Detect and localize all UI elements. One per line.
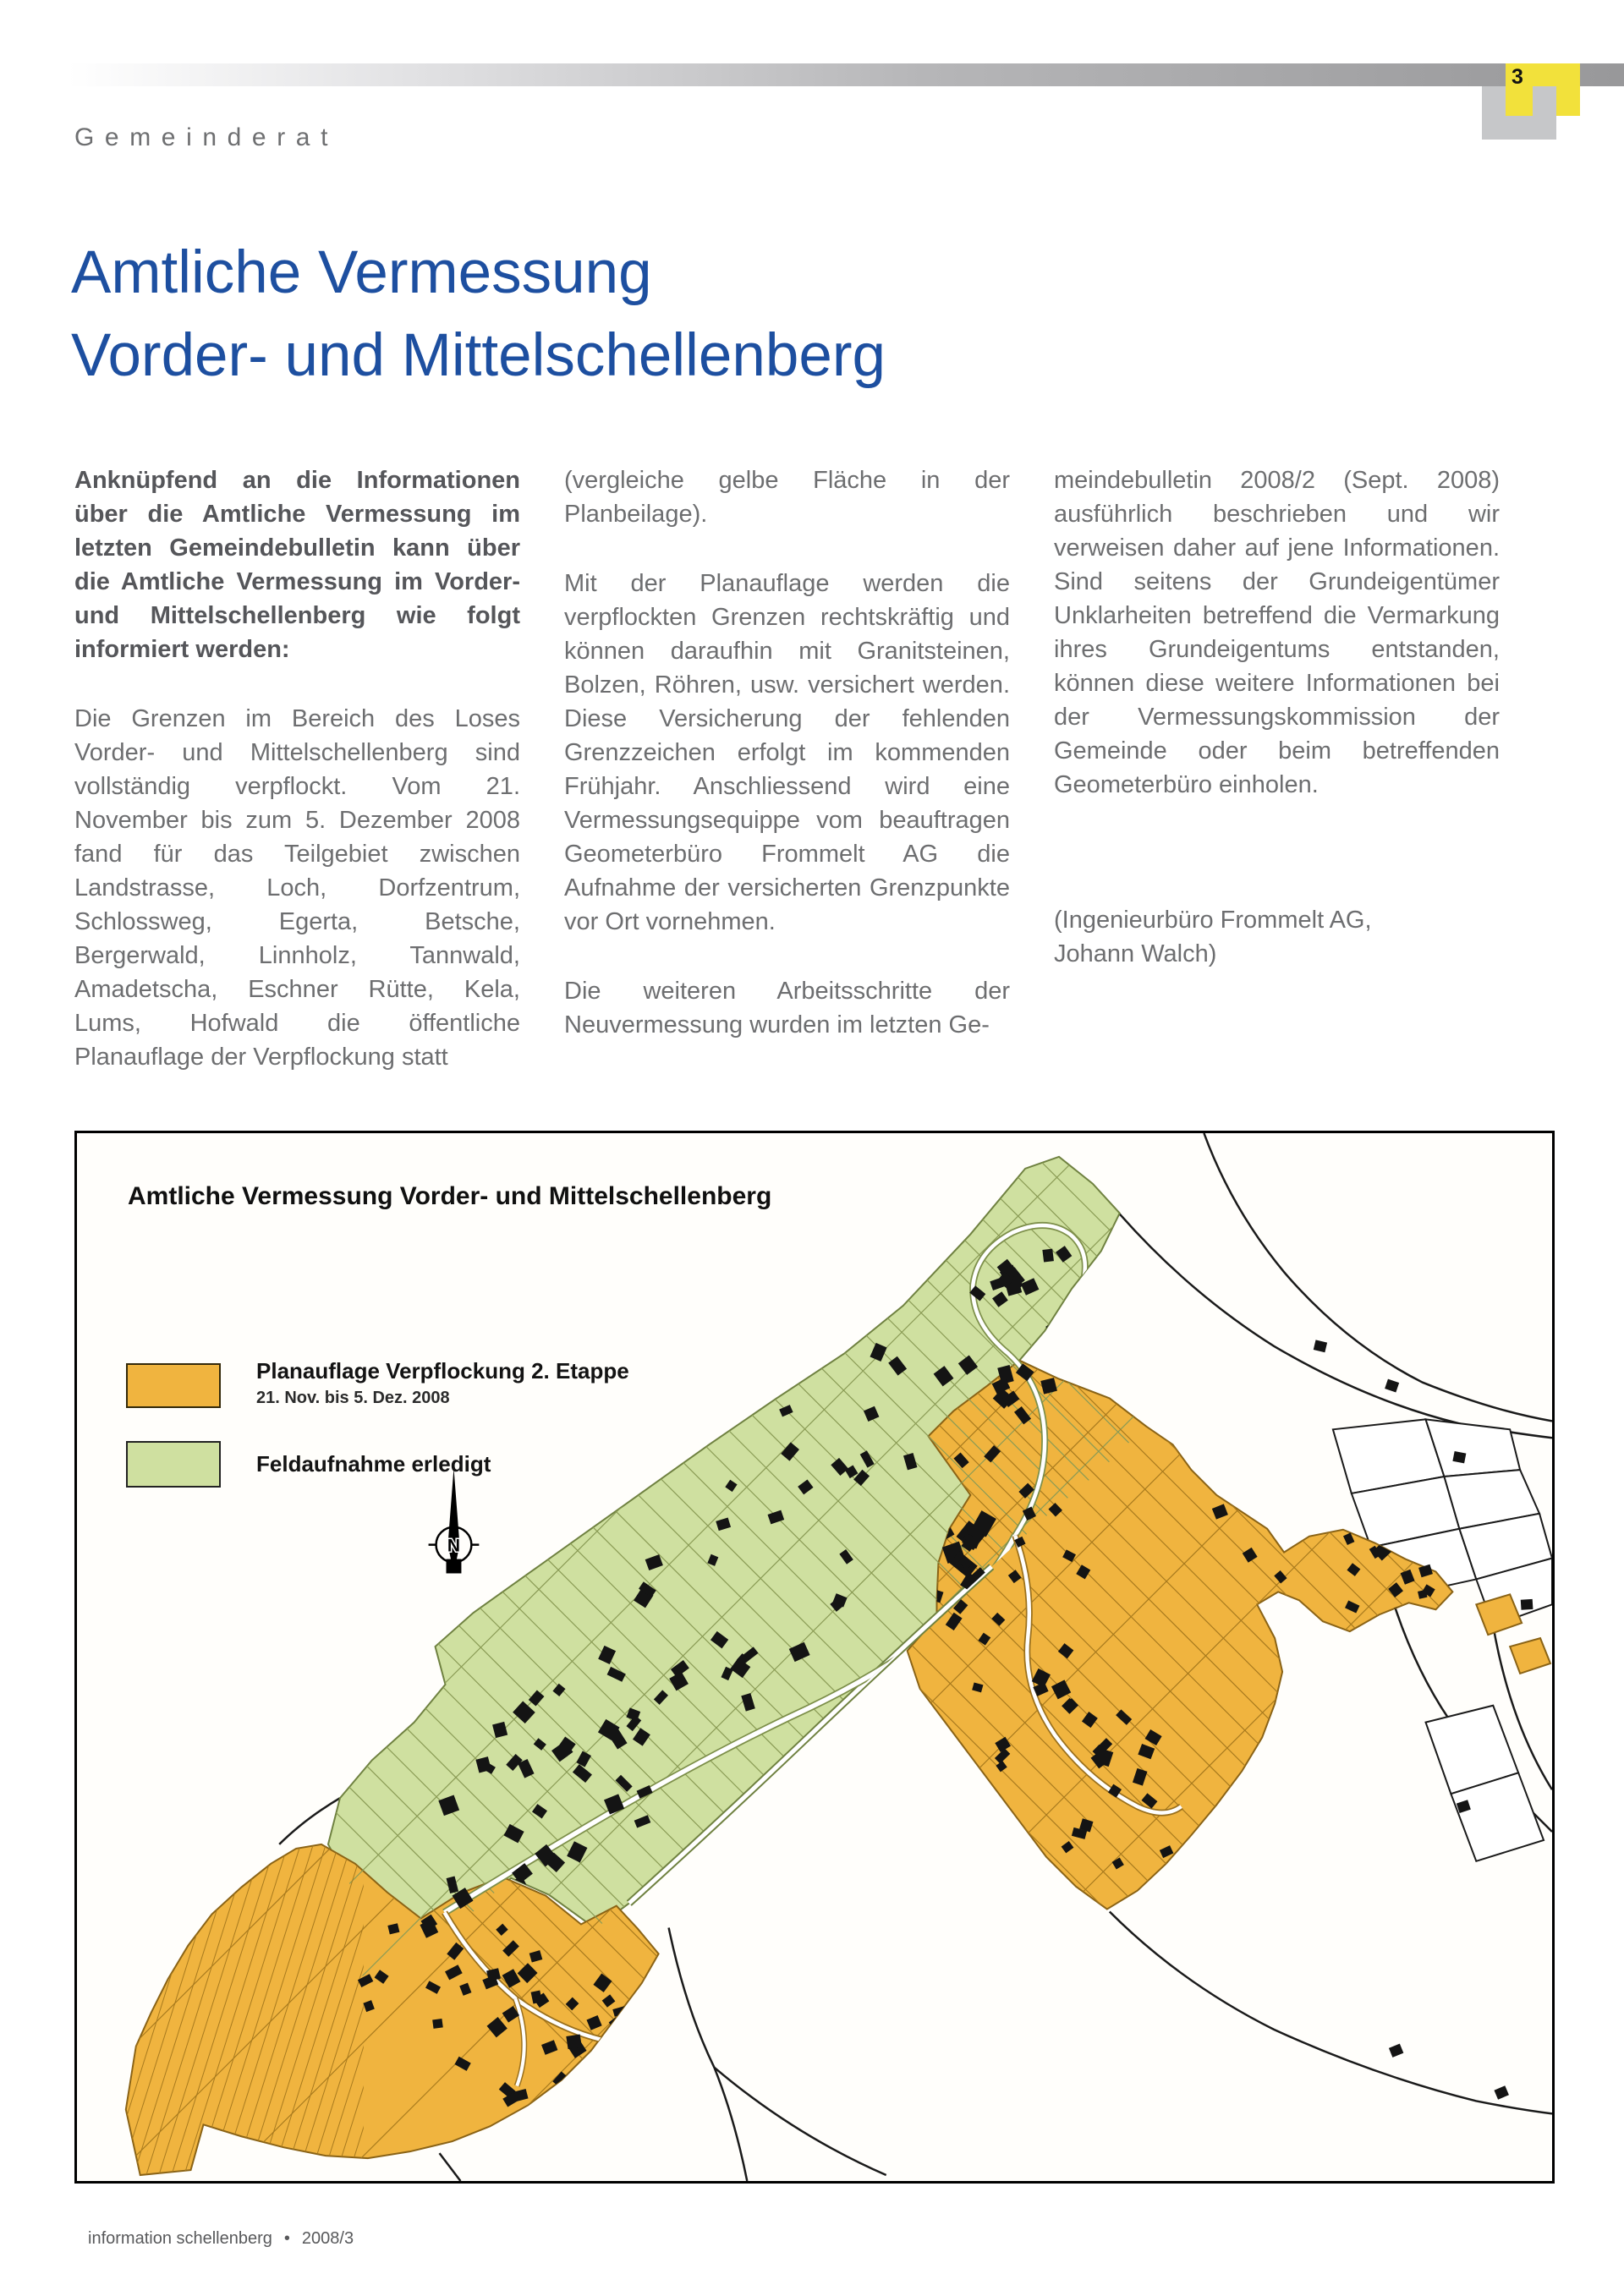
building (1385, 1379, 1399, 1393)
legend-sublabel-dates: 21. Nov. bis 5. Dez. 2008 (256, 1389, 450, 1407)
footer-separator: • (283, 2229, 290, 2248)
paragraph: meindebulletin 2008/2 (Sept. 2008) ausführlich beschrieben und wir verweisen daher auf jene Informationen. Sind seitens der Grundeigentümer Unklarheiten betreffend die Vermarkung ihres Grundeigentums entstanden, können diese weitere Informationen bei der Vermessungskommission der Gemeinde oder beim betreffenden Geometerbüro einholen. (1054, 467, 1500, 798)
building (1309, 1519, 1321, 1531)
paragraph: Die weiteren Arbeitsschritte der Neuvermessung wurden im letzten Ge- (564, 978, 1010, 1038)
paragraph: Die Grenzen im Bereich des Loses Vorder- und Mittelschellenberg sind vollständig verpflockt. Vom 21. November bis zum 5. Dezember 2008 fand für das Teilgebiet zwischen Landstrasse, Loch, Dorfzentrum, Schlossweg, Egerta, Betsche, Bergerwald, Linnholz, Tannwald, Amadetscha, Eschner Rütte, Kela, Lums, Hofwald die öffentliche Planauflage der Verpflockung statt (74, 705, 520, 1071)
article-title-line2: Vorder- und Mittelschellenberg (71, 322, 886, 389)
map-title: Amtliche Vermessung Vorder- und Mittelschellenberg (128, 1182, 772, 1210)
column-3 (1054, 463, 1500, 1110)
building (1494, 2085, 1509, 2099)
credit-line2: Johann Walch) (1054, 940, 1217, 967)
intro-paragraph: Anknüpfend an die Informationen über die Amtliche Vermessung im letzten Gemeindebulletin kann über die Amtliche Vermessung im Vorder- und Mittelschellenberg wie folgt informiert werden: (74, 467, 520, 663)
building (1314, 1340, 1327, 1352)
building (1389, 2044, 1403, 2058)
building (555, 2083, 573, 2100)
compass-north-label: N (447, 1536, 461, 1556)
article-title (71, 232, 886, 397)
map-svg (77, 1133, 1552, 2181)
building (432, 2019, 443, 2029)
header-gray-notch (1533, 86, 1556, 116)
article-title-line1: Amtliche Vermessung (71, 239, 652, 306)
building (1263, 1493, 1277, 1506)
building (546, 2110, 563, 2127)
building (1042, 1249, 1054, 1263)
legend-label-planauflage: Planauflage Verpflockung 2. Etappe (256, 1358, 629, 1384)
header-gradient-bar (68, 63, 1624, 86)
article-body (74, 463, 1517, 1110)
white-area-parcels (1333, 1419, 1552, 1860)
legend-swatch-orange (126, 1363, 221, 1408)
paragraph: Mit der Planauflage werden die verpflockten Grenzen rechtskräftig und können daraufhin mit Granitsteinen, Bolzen, Röhren, usw. versichert werden. Diese Versicherung der fehlenden Grenzzeichen erfolgt im kommenden Frühjahr. Anschliessend wird eine Vermessungsequippe vom beauftragen Geometerbüro Frommelt AG die Aufnahme der versicherten Grenzpunkte vor Ort vornehmen. (564, 570, 1010, 935)
compass-needle-icon (447, 1468, 459, 1573)
building (1289, 1511, 1300, 1523)
column-2 (564, 463, 1010, 1110)
footer-publication: information schellenberg (88, 2229, 272, 2248)
building (597, 2067, 616, 2086)
survey-map (74, 1131, 1555, 2184)
building (1054, 1884, 1074, 1904)
legend-label-feldaufnahme: Feldaufnahme erledigt (256, 1451, 491, 1477)
author-credit (1054, 903, 1500, 971)
building (566, 2035, 582, 2050)
paragraph: (vergleiche gelbe Fläche in der Planbeilage). (564, 467, 1010, 528)
credit-line1: (Ingenieurbüro Frommelt AG, (1054, 907, 1372, 934)
section-label: Gemeinderat (74, 123, 339, 151)
building (1521, 1599, 1533, 1610)
footer-issue: 2008/3 (301, 2229, 354, 2248)
north-compass (429, 1468, 480, 1573)
page-number: 3 (1512, 65, 1523, 89)
building (581, 2076, 595, 2090)
page-footer (88, 2229, 354, 2249)
legend-swatch-green (126, 1441, 221, 1488)
column-1 (74, 463, 520, 1110)
